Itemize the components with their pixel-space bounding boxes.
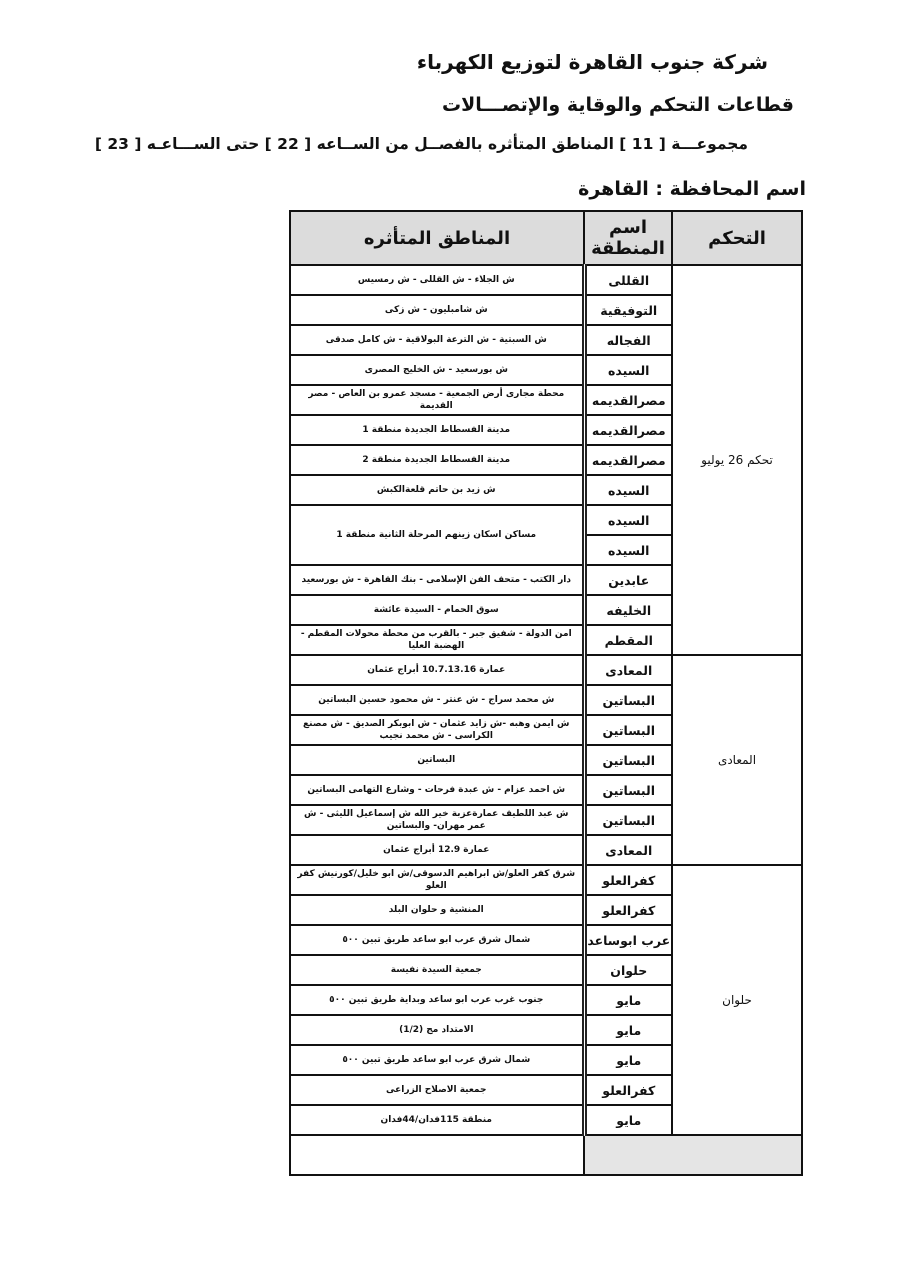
affected-cell: الامتداد مج (1/2) (290, 1015, 584, 1045)
affected-cell: مساكن اسكان زينهم المرحلة الثانية منطقة 1 (290, 505, 584, 565)
affected-cell: المنشية و حلوان البلد (290, 895, 584, 925)
control-cell: تحكم 26 يوليو (672, 265, 802, 655)
affected-cell: جمعية الاصلاح الزراعى (290, 1075, 584, 1105)
area-cell: القللى (584, 265, 672, 295)
area-cell: مايو (584, 1045, 672, 1075)
table-row (290, 655, 802, 685)
affected-cell: مدينة الفسطاط الجديدة منطقة 2 (290, 445, 584, 475)
blank-cell (290, 1135, 584, 1175)
area-cell: المعادى (584, 835, 672, 865)
area-cell: البساتين (584, 805, 672, 835)
area-cell: المعادى (584, 655, 672, 685)
table-row (290, 265, 802, 295)
area-cell: مصرالقديمه (584, 445, 672, 475)
affected-cell: ش زيد بن حاتم قلعةالكبش (290, 475, 584, 505)
area-cell: مايو (584, 1105, 672, 1135)
control-cell: المعادى (672, 655, 802, 865)
area-cell: مايو (584, 1015, 672, 1045)
header-area: اسم المنطقة (584, 211, 672, 265)
area-cell: السيده (584, 505, 672, 535)
area-cell: البساتين (584, 685, 672, 715)
area-cell: البساتين (584, 775, 672, 805)
affected-cell: ش بورسعيد - ش الخليج المصرى (290, 355, 584, 385)
affected-areas-table (289, 210, 803, 1176)
area-cell: مايو (584, 985, 672, 1015)
affected-cell: ش احمد عزام - ش عبدة فرحات - وشارع التهامى البساتين (290, 775, 584, 805)
affected-cell: ش شامبليون - ش زكى (290, 295, 584, 325)
affected-cell: ش محمد سراج - ش عنتر - ش محمود حسين البساتين (290, 685, 584, 715)
area-cell: كفرالعلو (584, 895, 672, 925)
header-affected: المناطق المتأثره (290, 211, 584, 265)
affected-cell: عمارة 10.7.13.16 أبراج عثمان (290, 655, 584, 685)
area-cell: عابدين (584, 565, 672, 595)
affected-cell: ش عبد اللطيف عمارةعزبة خير الله ش إسماعيل الليثى - ش عمر مهران- والبساتين (290, 805, 584, 835)
affected-cell: عمارة 12.9 أبراج عثمان (290, 835, 584, 865)
area-cell: السيده (584, 355, 672, 385)
area-cell: التوفيقية (584, 295, 672, 325)
area-cell: مصرالقديمه (584, 385, 672, 415)
affected-cell: ش الجلاء - ش القللى - ش رمسيس (290, 265, 584, 295)
affected-cell: ش ايمن وهبه -ش زايد عثمان - ش ابوبكر الصديق - ش مصنع الكراسى - ش محمد نجيب (290, 715, 584, 745)
area-cell: مصرالقديمه (584, 415, 672, 445)
affected-cell: امن الدولة - شفيق جبر - بالقرب من محطة محولات المقطم - الهضبة العليا (290, 625, 584, 655)
affected-cell: دار الكتب - متحف الفن الإسلامى - بنك القاهرة - ش بورسعيد (290, 565, 584, 595)
affected-cell: جنوب غرب عرب ابو ساعد وبداية طريق تبين ٥٠٠ (290, 985, 584, 1015)
area-cell: كفرالعلو (584, 1075, 672, 1105)
affected-cell: سوق الحمام - السيدة عائشة (290, 595, 584, 625)
affected-cell: شرق كفر العلو/ش ابراهيم الدسوقى/ش ابو خليل/كورنيش كفر العلو (290, 865, 584, 895)
blank-row (290, 1135, 802, 1175)
area-cell: حلوان (584, 955, 672, 985)
area-cell: السيده (584, 535, 672, 565)
area-cell: الفجاله (584, 325, 672, 355)
blank-cell (584, 1135, 802, 1175)
affected-cell: البساتين (290, 745, 584, 775)
area-cell: الخليفه (584, 595, 672, 625)
table-row (290, 865, 802, 895)
affected-cell: منطقة 115فدان/44فدان (290, 1105, 584, 1135)
affected-cell: جمعية السيدة نفيسة (290, 955, 584, 985)
header-control: التحكم (672, 211, 802, 265)
sector-title: قطاعات التحكم والوقاية والإتصـــالات (442, 94, 794, 116)
affected-cell: محطة مجارى أرض الجمعية - مسجد عمرو بن العاص - مصر القديمة (290, 385, 584, 415)
company-title: شركة جنوب القاهرة لتوزيع الكهرباء (416, 50, 768, 74)
affected-cell: ش السبتية - ش الترعة البولاقية - ش كامل صدقى (290, 325, 584, 355)
affected-cell: شمال شرق عرب ابو ساعد طريق تبين ٥٠٠ (290, 1045, 584, 1075)
affected-cell: شمال شرق عرب ابو ساعد طريق تبين ٥٠٠ (290, 925, 584, 955)
control-cell: حلوان (672, 865, 802, 1135)
area-cell: البساتين (584, 745, 672, 775)
area-cell: السيده (584, 475, 672, 505)
affected-cell: مدينة الفسطاط الجديدة منطقة 1 (290, 415, 584, 445)
area-cell: عرب ابوساعد (584, 925, 672, 955)
area-cell: المقطم (584, 625, 672, 655)
area-cell: البساتين (584, 715, 672, 745)
governorate-label: اسم المحافظة : القاهرة (578, 178, 806, 200)
area-cell: كفرالعلو (584, 865, 672, 895)
group-line: مجموعـــة [ 11 ] المناطق المتأثره بالفصــل من الســاعه [ 22 ] حتى الســـاعـه [ 23 ] (94, 135, 748, 153)
